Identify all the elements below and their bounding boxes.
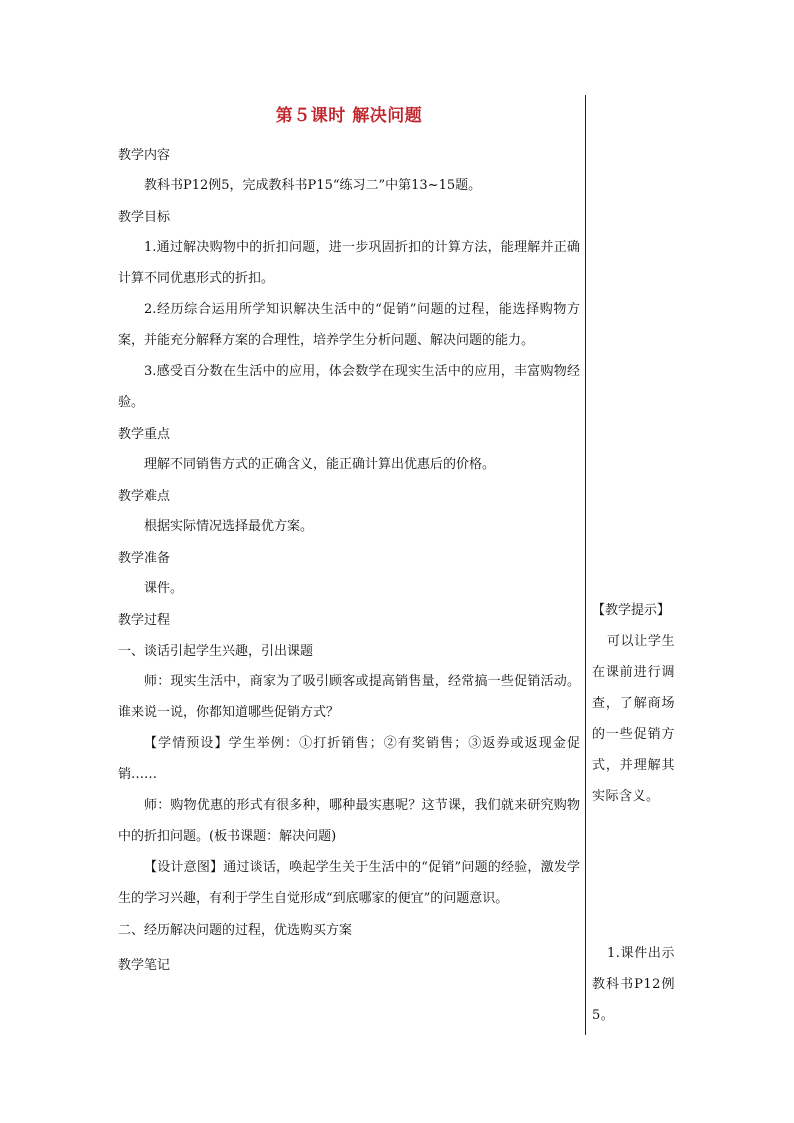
tip-text: 可以让学生在课前进行调查，了解商场的一些促销方式，并理解其实际含义。 [592, 634, 675, 804]
side-note-text: 1.课件出示教科书P12例5。 [592, 946, 675, 1023]
main-column [118, 100, 580, 973]
difficult-text: 根据实际情况选择最优方案。 [144, 519, 314, 534]
student-preview: 【学情预设】学生举例：①打折销售；②有奖销售；③返券或返现金促销…… [118, 736, 580, 782]
design-intent: 【设计意图】通过谈话，唤起学生关于生活中的“促销”问题的经验，激发学生的学习兴趣，有利于学生自觉形成“到底哪家的便宜”的问题意识。 [118, 860, 580, 906]
step-1-heading: 一、谈话引起学生兴趣，引出课题 [118, 644, 314, 659]
teacher-line-2: 师：购物优惠的形式有很多种，哪种最实惠呢？这节课，我们就来研究购物中的折扣问题。(板书课题：解决问题) [118, 798, 580, 844]
prep-text: 课件。 [144, 581, 184, 596]
lesson-title: 第５课时 解决问题 [275, 106, 423, 126]
goal-2: 2.经历综合运用所学知识解决生活中的“促销”问题的过程，能选择购物方案，并能充分解释方案的合理性，培养学生分析问题、解决问题的能力。 [118, 302, 580, 348]
notes-heading: 教学笔记 [118, 958, 171, 973]
difficult-heading: 教学难点 [118, 489, 171, 504]
goal-3: 3.感受百分数在生活中的应用，体会数学在现实生活中的应用，丰富购物经验。 [118, 364, 580, 410]
key-heading: 教学重点 [118, 427, 171, 442]
side-note [592, 938, 675, 1031]
key-text: 理解不同销售方式的正确含义，能正确计算出优惠后的价格。 [144, 457, 496, 472]
teacher-line-1: 师：现实生活中，商家为了吸引顾客或提高销售量，经常搞一些促销活动。谁来说一说，你都知道哪些促销方式？ [118, 674, 580, 720]
column-divider [585, 95, 586, 1035]
content-text: 教科书P12例5，完成教科书P15“练习二”中第13~15题。 [144, 178, 482, 193]
process-heading: 教学过程 [118, 613, 171, 628]
tip-title: 【教学提示】 [592, 603, 671, 618]
content-heading: 教学内容 [118, 148, 171, 163]
teaching-tip [592, 595, 675, 812]
goal-1: 1.通过解决购物中的折扣问题，进一步巩固折扣的计算方法，能理解并正确计算不同优惠形式的折扣。 [118, 240, 580, 286]
prep-heading: 教学准备 [118, 551, 171, 566]
goals-heading: 教学目标 [118, 210, 171, 225]
step-2-heading: 二、经历解决问题的过程，优选购买方案 [118, 923, 353, 938]
